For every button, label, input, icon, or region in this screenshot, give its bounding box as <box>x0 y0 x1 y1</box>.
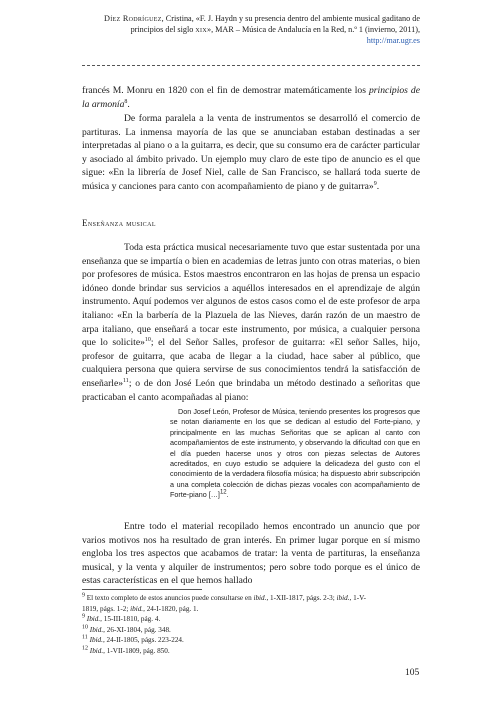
footnote-12-ibid: Ibid. <box>89 646 104 655</box>
header-divider <box>82 65 420 66</box>
footnote-divider <box>82 589 202 590</box>
paragraph-anuncio <box>82 520 420 588</box>
paragraph-partituras: De forma paralela a la venta de instrumentos se desarrolló el comercio de partituras. La inmensa mayoría de las que se anunciaban estaban destinadas a ser interpretadas al piano o a la guitarra, es decir, que su consumo era de carácter particular y asociado al ámbito privado. Un ejemplo muy claro de este tipo de anuncio es el que sigue: «En la librería de Josef Niel, calle de San Francisco, se hallará toda suerte de música y canciones para canto con acompañamiento de piano y de guitarra»$^9$. <box>82 113 420 192</box>
footnote-ref-10[interactable]: 10 <box>144 336 151 343</box>
footnote-8-ibid-3: ibid. <box>130 604 144 613</box>
footnote-10-number: 10 <box>82 624 88 631</box>
footnote-8-text-b: , 1-XII-1817, págs. 2-3; <box>266 594 337 602</box>
header-author: Díez Rodríguez <box>104 14 162 23</box>
footnote-11-text: , 24-II-1805, págs. 223-224. <box>102 636 184 645</box>
footnote-11 <box>82 635 420 646</box>
footnote-ref-12[interactable]: 12 <box>219 489 227 496</box>
header-citation-b: principios del siglo <box>130 25 196 34</box>
page-number: 105 <box>405 668 420 678</box>
footnote-8 <box>82 593 420 604</box>
footnote-8-ibid-1: ibid. <box>253 594 267 602</box>
footnote-8-text-d: , 24-I-1820, pág. 1. <box>143 604 199 613</box>
footnote-8-ibid-2: ibid. <box>336 594 350 602</box>
header-citation-a: , Cristina, «F. J. Haydn y su presencia dentro del ambiente musical gaditano de <box>161 14 420 23</box>
paragraph-monru-italic: principios de la armonía <box>82 85 420 110</box>
section-title: Enseñanza musical <box>82 218 156 228</box>
block-quote: Don Josef León, Profesor de Música, teniendo presentes los progresos que se notan diariamente en los que se dedican al estudio del Forte-piano, y principalmente en las muchas Señoritas que se aplican al canto con acompañamientos de este instrumento, y observando la dificultad con que en el día pueden hacerse unos y otros con piezas selectas de Autores acreditados, en cuyo estudio se adquiere la delicadeza del gusto con el conocimiento de la verdadera filosofía música; ha dispuesto abrir subscripción a una completa colección de dichas piezas vocales con acompañamiento de Forte-piano […]$^{12}$. <box>170 407 420 500</box>
footnote-11-number: 11 <box>82 634 88 641</box>
paragraph-ensenanza-text-c: ; o de don José León que brindaba un método destinado a señoritas que practicaban el canto acompañadas al piano: <box>82 377 420 403</box>
block-quote-text: Don Josef León, Profesor de Música, teniendo presentes los progresos que se notan diariamente en los que se dedican al estudio del Forte-piano, y principalmente en las muchas Señoritas que se aplican al canto con acompañamientos de este instrumento, y observando la dificultad con que en el día pueden hacerse unos y otros con piezas selectas de Autores acreditados, en cuyo estudio se adquiere la delicadeza del gusto con el conocimiento de la verdadera filosofía música; ha dispuesto abrir subscripción a una completa colección de dichas piezas vocales con acompañamiento de Forte-piano […] <box>170 407 420 500</box>
running-header <box>100 13 420 46</box>
footnote-8-text-cont: 1819, págs. 1-2; <box>82 604 131 613</box>
footnote-9-ibid: Ibid. <box>86 615 101 624</box>
footnote-8-continued <box>82 604 420 615</box>
footnote-8-number: 9 <box>82 592 85 599</box>
footnote-12 <box>82 646 420 657</box>
paragraph-ensenanza-text: Toda esta práctica musical necesariamente tuvo que estar sustentada por una enseñanza que se impartía o bien en academias de letras junto con otras materias, o bien por profesores de música. Estos maestros encontraron en las hojas de prensa un espacio idóneo donde brindar sus servicios a aquéllos interesados en el aprendizaje de algún instrumento. Aquí podemos ver algunos de estos casos como el de este profesor de arpa italiano: «En la barbería de la Plazuela de las Nieves, darán razón de un maestro de arpa italiano, que enseñará a tocar este instrumento, por música, a cualquier persona que lo solicite» <box>82 242 420 349</box>
header-century: xix <box>195 25 207 34</box>
paragraph-anuncio-text: Entre todo el material recopilado hemos encontrado un anuncio que por varios motivos nos ha resultado de gran interés. En primer lugar porque en sí mismo engloba los tres aspectos que acabamos de tratar: la venta de partituras, la enseñanza musical, y la venta y alquiler de instrumentos; pero sobre todo porque es el único de estas características en el que hemos hallado <box>82 521 420 587</box>
footnote-9 <box>82 614 420 625</box>
paragraph-ensenanza <box>82 241 420 404</box>
paragraph-partituras-text: De forma paralela a la venta de instrumentos se desarrolló el comercio de partituras. La inmensa mayoría de las que se anunciaban estaban destinadas a ser interpretadas al piano o a la guitarra, es decir, que su consumo era de carácter particular y asociado al ámbito privado. Un ejemplo muy claro de este tipo de anuncio es el que sigue: «En la librería de Josef Niel, calle de San Francisco, se hallará toda suerte de música y canciones para canto con acompañamiento de piano y de guitarra» <box>82 113 420 192</box>
paragraph-ensenanza-text-b: ; el del Señor Salles, profesor de guitarra: «El señor Salles, hijo, profesor de guitarra, que acaba de llegar a la ciudad, hace saber al público, que cualquiera persona que quiera servirse de sus conocimientos tendrá la satisfacción de enseñarle» <box>82 337 420 389</box>
footnote-10-ibid: Ibid. <box>89 625 104 634</box>
footnote-12-text: , 1-VII-1809, pág. 850. <box>103 646 170 655</box>
footnote-ref-9[interactable]: 9 <box>373 180 377 187</box>
footnote-8-text-c: , 1-V- <box>349 594 367 602</box>
header-citation-c: », MAR – Música de Andalucía en la Red, n.º 1 (invierno, 2011), <box>206 25 420 34</box>
footnote-8-text-a: El texto completo de estos anuncios puede consultarse en <box>85 594 254 602</box>
footnote-12-number: 12 <box>82 645 88 652</box>
footnote-ref-11[interactable]: 11 <box>123 377 129 384</box>
paragraph-monru-text: francés M. Monru en 1820 con el fin de demostrar matemáticamente los <box>82 85 369 96</box>
paragraph-monru: francés M. Monru en 1820 con el fin de demostrar matemáticamente los principios de la armonía$^8$. <box>82 85 420 110</box>
footnote-11-ibid: Ibid. <box>89 636 103 645</box>
footnote-9-number: 9 <box>82 613 85 620</box>
footnote-9-text: , 15-III-1810, pág. 4. <box>100 615 161 624</box>
footnotes <box>82 593 420 657</box>
footnote-10 <box>82 625 420 636</box>
footnote-ref-8[interactable]: 8 <box>124 98 128 105</box>
header-url-link[interactable]: http://mar.ugr.es <box>366 36 420 45</box>
footnote-10-text: , 26-XI-1804, pág. 348. <box>103 625 171 634</box>
